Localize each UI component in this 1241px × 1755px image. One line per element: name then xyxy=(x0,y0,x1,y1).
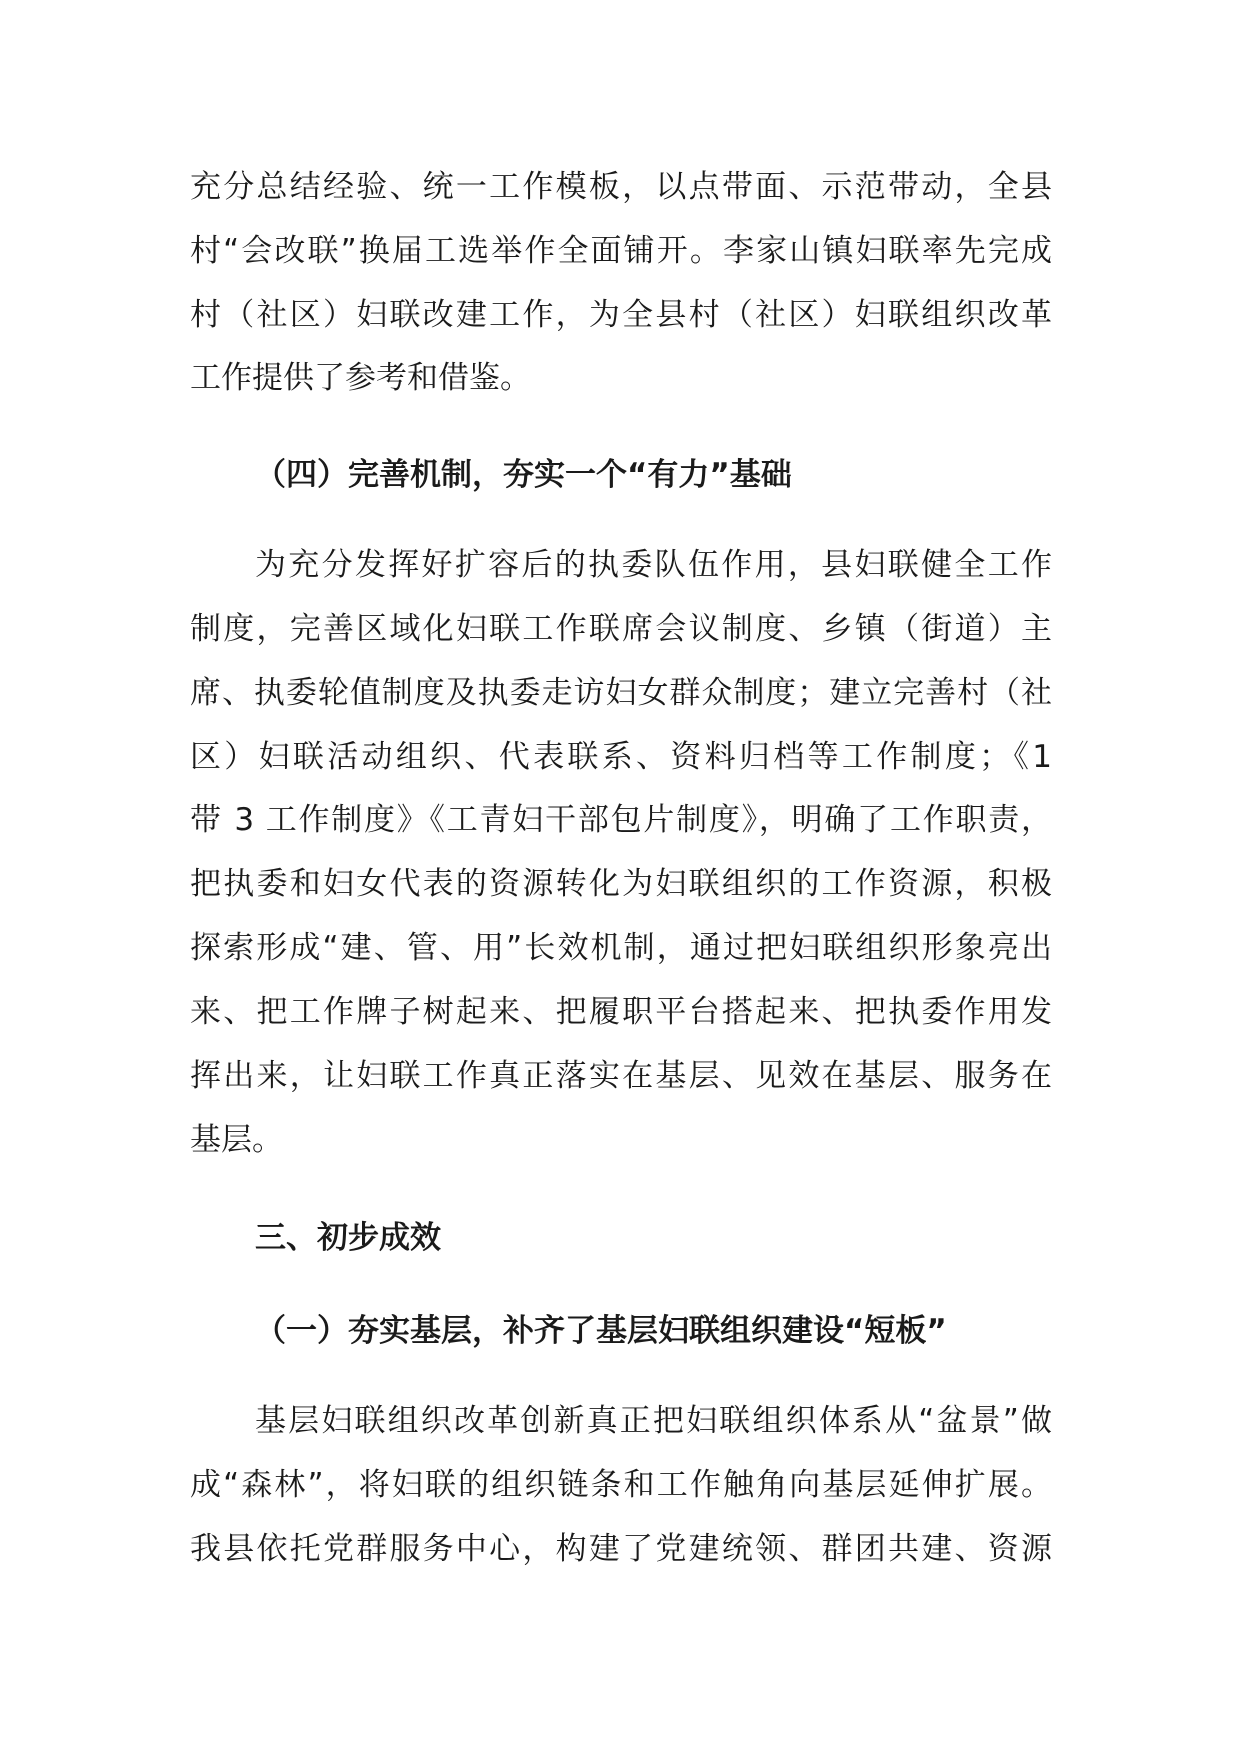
body-text-line: 基层。 xyxy=(190,1122,283,1158)
section-heading: （四）完善机制，夯实一个“有力”基础 xyxy=(255,457,792,493)
body-text-line: 成“森林”，将妇联的组织链条和工作触角向基层延伸扩展。 xyxy=(190,1467,1052,1503)
section-heading: 三、初步成效 xyxy=(255,1220,441,1256)
body-text-line: 挥出来，让妇联工作真正落实在基层、见效在基层、服务在 xyxy=(190,1058,1052,1094)
subsection-heading: （一）夯实基层，补齐了基层妇联组织建设“短板” xyxy=(255,1313,947,1349)
body-text-line: 充分总结经验、统一工作模板，以点带面、示范带动，全县 xyxy=(190,169,1052,205)
body-text-line: 把执委和妇女代表的资源转化为妇联组织的工作资源，积极 xyxy=(190,866,1052,902)
body-text-line: 基层妇联组织改革创新真正把妇联组织体系从“盆景”做 xyxy=(255,1403,1052,1439)
body-text-line: 村“会改联”换届工选举作全面铺开。李家山镇妇联率先完成 xyxy=(190,233,1052,269)
body-text-line: 村（社区）妇联改建工作，为全县村（社区）妇联组织改革 xyxy=(190,297,1052,333)
body-text-line: 为充分发挥好扩容后的执委队伍作用，县妇联健全工作 xyxy=(255,547,1052,583)
body-text-line: 席、执委轮值制度及执委走访妇女群众制度；建立完善村（社 xyxy=(190,675,1052,711)
body-text-line: 来、把工作牌子树起来、把履职平台搭起来、把执委作用发 xyxy=(190,994,1052,1030)
body-text-line: 工作提供了参考和借鉴。 xyxy=(190,360,531,396)
body-text-line: 区）妇联活动组织、代表联系、资料归档等工作制度；《1 xyxy=(190,739,1052,775)
body-text-line: 我县依托党群服务中心，构建了党建统领、群团共建、资源 xyxy=(190,1531,1052,1567)
body-text-line: 探索形成“建、管、用”长效机制，通过把妇联组织形象亮出 xyxy=(190,930,1052,966)
body-text-line: 带 3 工作制度》《工青妇干部包片制度》，明确了工作职责， xyxy=(190,802,1052,838)
body-text-line: 制度，完善区域化妇联工作联席会议制度、乡镇（街道）主 xyxy=(190,611,1052,647)
